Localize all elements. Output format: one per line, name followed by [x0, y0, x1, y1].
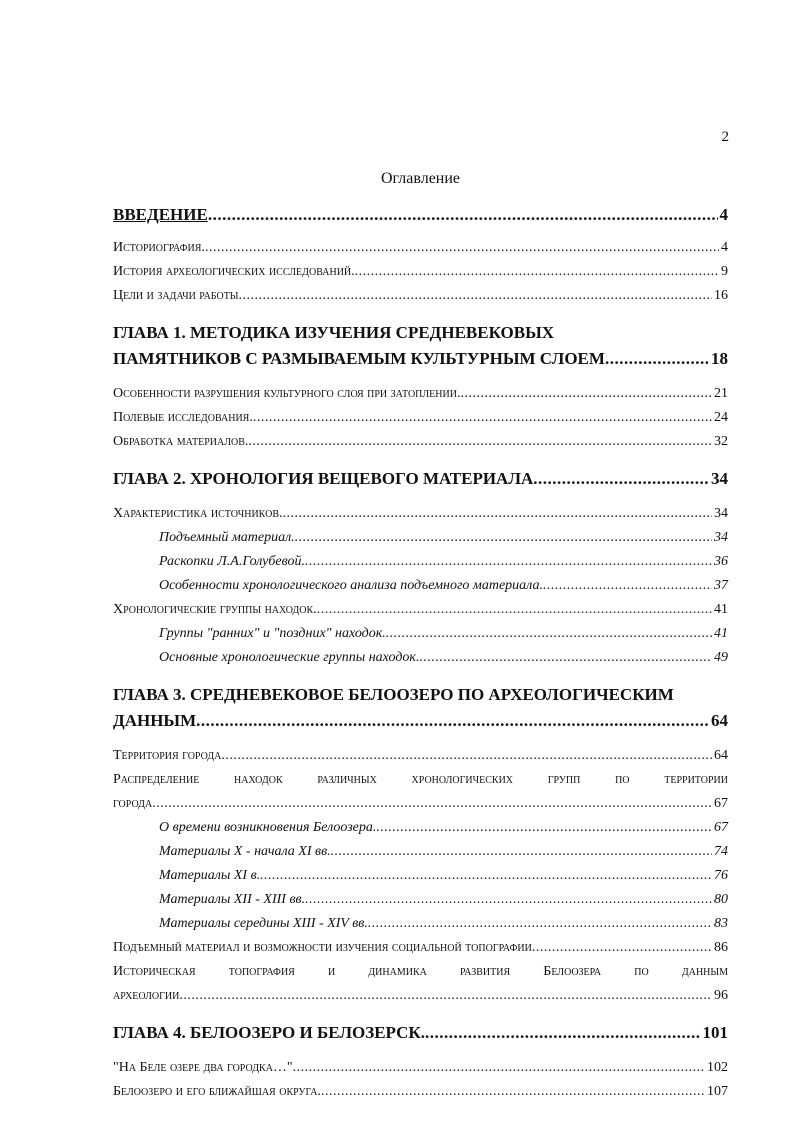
toc-subentry[interactable]: Материалы XI в. ..... 76 [113, 864, 728, 888]
toc-chapter-intro[interactable] [113, 202, 728, 228]
toc-subentry[interactable]: Раскопки Л.А.Голубевой. ..... 36 [113, 550, 728, 574]
toc-entry-page: 4 [719, 205, 728, 224]
toc-entry[interactable]: Белоозеро и его ближайшая округа. ..... 107 [113, 1080, 728, 1104]
toc-entry-wrapped[interactable]: Распределение находок различных хронологических групп по территории города ..... 67 [113, 768, 728, 816]
toc-entry[interactable]: Обработка материалов. ..... 32 [113, 430, 728, 454]
toc-chapter-title-line2: ПАМЯТНИКОВ С РАЗМЫВАЕМЫМ КУЛЬТУРНЫМ СЛОЕМ ..... 18 [113, 346, 728, 372]
toc-entry[interactable]: История археологических исследований. ..... 9 [113, 260, 728, 284]
toc-entry-wrapped[interactable]: Историческая топография и динамика развития Белоозера по данным археологии ..... 96 [113, 960, 728, 1008]
toc-entry[interactable]: Особенности разрушения культурного слоя при затоплении. ..... 21 [113, 382, 728, 406]
toc-subentry[interactable]: Материалы середины XIII - XIV вв. ..... 83 [113, 912, 728, 936]
toc-entry-title: ВВЕДЕНИЕ ..... [113, 202, 718, 228]
toc-subentry[interactable]: Группы "ранних" и "поздних" находок. ..... 41 [113, 622, 728, 646]
toc-chapter-1[interactable] [113, 320, 728, 372]
toc-entry[interactable]: Хронологические группы находок. ..... 41 [113, 598, 728, 622]
toc-entry[interactable]: Цели и задачи работы ..... 16 [113, 284, 728, 308]
toc-entry[interactable]: Подъемный материал и возможности изучения социальной топографии ..... 86 [113, 936, 728, 960]
toc-title: Оглавление [380, 170, 461, 187]
toc-chapter-title-line1: ГЛАВА 1. МЕТОДИКА ИЗУЧЕНИЯ СРЕДНЕВЕКОВЫХ [113, 323, 555, 342]
toc-entry[interactable]: "На Беле озере два городка…" ..... 102 [113, 1056, 728, 1080]
toc-entry[interactable]: Историография. ..... 4 [113, 236, 728, 260]
toc-subentry[interactable]: Особенности хронологического анализа подъемного материала. ..... 37 [113, 574, 728, 598]
toc-entry[interactable]: Территория города ..... 64 [113, 744, 728, 768]
toc-chapter-2[interactable]: ГЛАВА 2. ХРОНОЛОГИЯ ВЕЩЕВОГО МАТЕРИАЛА ..... 34 [113, 466, 728, 492]
toc-subentry[interactable]: Материалы XII - XIII вв. ..... 80 [113, 888, 728, 912]
toc-chapter-3[interactable]: ГЛАВА 3. СРЕДНЕВЕКОВОЕ БЕЛООЗЕРО ПО АРХЕОЛОГИЧЕСКИМ ДАННЫМ ..... 64 [113, 682, 728, 734]
toc-entry[interactable]: Полевые исследования. ..... 24 [113, 406, 728, 430]
table-of-contents [113, 202, 728, 1104]
toc-chapter-4[interactable]: ГЛАВА 4. БЕЛООЗЕРО И БЕЛОЗЕРСК. ..... 101 [113, 1020, 728, 1046]
toc-entry[interactable]: Характеристика источников. ..... 34 [113, 502, 728, 526]
toc-subentry[interactable]: Материалы X - начала XI вв. ..... 74 [113, 840, 728, 864]
toc-subentry[interactable]: О времени возникновения Белоозера. ..... 67 [113, 816, 728, 840]
toc-subentry[interactable]: Подъемный материал. ..... 34 [113, 526, 728, 550]
toc-subentry[interactable]: Основные хронологические группы находок. ..... 49 [113, 646, 728, 670]
page-number: 2 [721, 129, 729, 145]
